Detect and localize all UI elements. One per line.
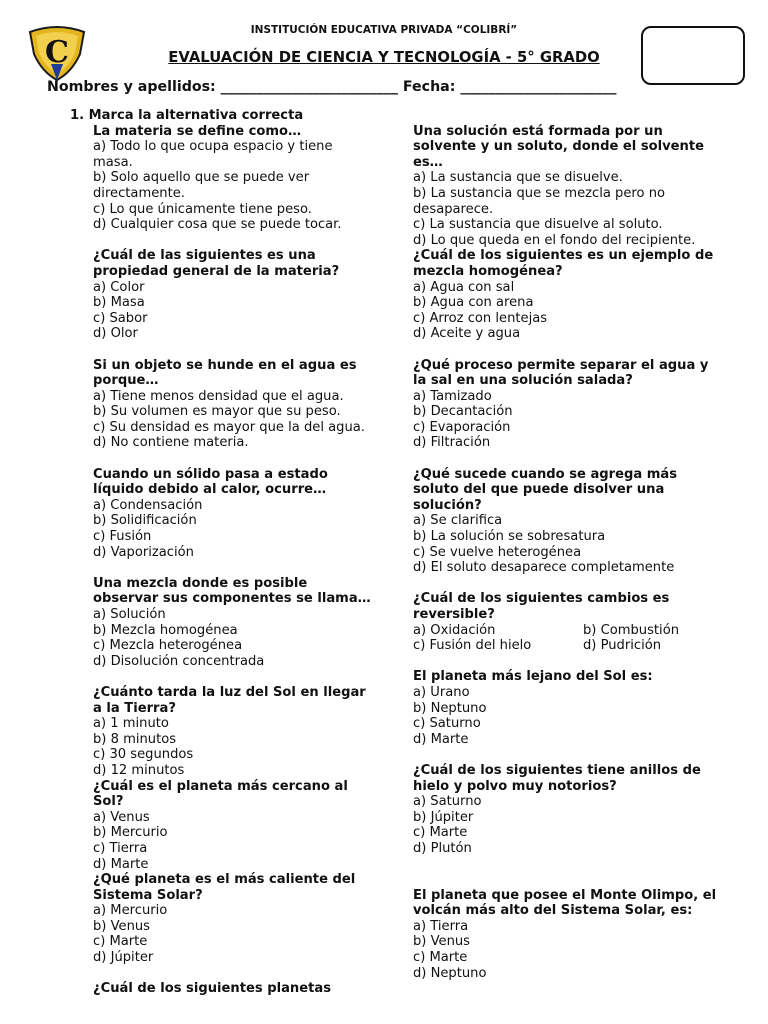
answer-option: a) Oxidación: [413, 622, 496, 638]
grade-box: [641, 26, 745, 85]
answer-option: masa.: [93, 154, 133, 170]
question-text: Sol?: [93, 794, 124, 810]
question-text: la sal en una solución salada?: [413, 373, 633, 389]
answer-option: b) Venus: [413, 934, 470, 950]
answer-option: a) Urano: [413, 684, 470, 700]
spacer: [413, 342, 753, 358]
question-block: [413, 763, 753, 857]
answer-option: b) Mercurio: [93, 825, 168, 841]
answer-option: a) Condensación: [93, 497, 203, 513]
answer-option: b) Masa: [93, 295, 145, 311]
question-text: reversible?: [413, 607, 495, 622]
question-block: [413, 467, 753, 576]
question-block: [93, 467, 398, 561]
right-question-list: [413, 124, 753, 982]
answer-option: b) Júpiter: [413, 809, 474, 825]
question-block: [93, 872, 398, 966]
question-block: [93, 779, 398, 873]
answer-option: a) Tamizado: [413, 388, 492, 404]
answer-option: a) Saturno: [413, 794, 482, 810]
answer-option: b) 8 minutos: [93, 731, 177, 747]
answer-option: c) Evaporación: [413, 419, 511, 435]
answer-option: d) Pudrición: [583, 638, 662, 654]
answer-option: a) Tiene menos densidad que el agua.: [93, 388, 344, 404]
answer-option: c) 30 segundos: [93, 747, 194, 763]
logo-letter: C: [45, 35, 69, 70]
answer-option: c) Marte: [93, 934, 148, 950]
answer-option: d) Lo que queda en el fondo del recipiente.: [413, 232, 696, 248]
answer-option: a) Todo lo que ocupa espacio y tiene: [93, 139, 333, 155]
question-block: [413, 669, 753, 747]
question-text: ¿Cuál de los siguientes es un ejemplo de: [413, 248, 714, 264]
question-text: Una solución está formada por un: [413, 123, 663, 139]
answer-option: b) Su volumen es mayor que su peso.: [93, 404, 341, 420]
question-text: solvente y un soluto, donde el solvente: [413, 139, 704, 155]
spacer: [93, 342, 398, 358]
question-text: propiedad general de la materia?: [93, 263, 340, 279]
section-heading: 1. Marca la alternativa correcta: [70, 108, 304, 123]
answer-option: d) Neptuno: [413, 965, 487, 981]
exam-title: EVALUACIÓN DE CIENCIA Y TECNOLOGÍA - 5° GRADO: [168, 49, 600, 66]
answer-option: directamente.: [93, 185, 185, 201]
answer-option: b) La solución se sobresatura: [413, 529, 606, 545]
spacer: [93, 669, 398, 685]
question-text: ¿Qué planeta es el más caliente del: [93, 872, 356, 888]
spacer: [413, 747, 753, 763]
answer-option: d) Júpiter: [93, 950, 154, 966]
answer-option: c) Marte: [413, 950, 468, 966]
left-column: [70, 108, 398, 997]
answer-option: a) Mercurio: [93, 903, 168, 919]
question-text: ¿Cuál de las siguientes es una: [93, 248, 316, 264]
spacer: [413, 872, 753, 888]
question-text: líquido debido al calor, ocurre…: [93, 482, 327, 498]
left-question-list: [70, 124, 398, 997]
question-text: ¿Cuál de los siguientes cambios es: [413, 591, 670, 607]
question-block: [413, 591, 753, 653]
answer-option: c) Arroz con lentejas: [413, 310, 548, 326]
answer-option: d) Filtración: [413, 435, 491, 451]
answer-option: a) Venus: [93, 809, 150, 825]
spacer: [93, 966, 398, 982]
question-text: La materia se define como…: [93, 123, 302, 139]
answer-option: c) Saturno: [413, 716, 481, 732]
answer-option: a) 1 minuto: [93, 716, 169, 732]
answer-option: d) Disolución concentrada: [93, 653, 265, 669]
answer-option: c) Sabor: [93, 310, 148, 326]
question-text: El planeta que posee el Monte Olimpo, el: [413, 887, 717, 903]
question-text: Una mezcla donde es posible: [93, 575, 308, 591]
question-text: a la Tierra?: [93, 700, 176, 716]
answer-option: c) Lo que únicamente tiene peso.: [93, 201, 312, 217]
answer-option: c) Mezcla heterogénea: [93, 638, 243, 654]
question-text: ¿Cuál de los siguientes tiene anillos de: [413, 762, 701, 778]
question-text: mezcla homogénea?: [413, 263, 563, 279]
question-block: [93, 981, 398, 997]
answer-option: d) El soluto desaparece completamente: [413, 560, 675, 576]
answer-option: a) Agua con sal: [413, 279, 515, 295]
answer-option: b) Solo aquello que se puede ver: [93, 170, 310, 186]
spacer: [413, 108, 753, 124]
names-date-line: Nombres y apellidos: _________________________ Fecha: ______________________: [47, 79, 617, 95]
question-text: ¿Qué sucede cuando se agrega más: [413, 466, 678, 482]
question-text: es…: [413, 154, 443, 170]
answer-option: a) Tierra: [413, 918, 469, 934]
answer-option: b) Solidificación: [93, 513, 197, 529]
question-block: [93, 124, 398, 233]
question-text: hielo y polvo muy notorios?: [413, 778, 617, 794]
spacer: [413, 654, 753, 670]
answer-option: d) 12 minutos: [93, 762, 185, 778]
answer-option: d) Olor: [93, 326, 138, 342]
answer-option: a) Se clarifica: [413, 513, 503, 529]
answer-option: d) Plutón: [413, 840, 472, 856]
question-block: [413, 248, 753, 342]
answer-option: d) Vaporización: [93, 544, 194, 560]
answer-option: a) Color: [93, 279, 145, 295]
answer-option: c) Su densidad es mayor que la del agua.: [93, 419, 365, 435]
answer-option: d) Marte: [93, 856, 149, 872]
school-name: INSTITUCIÓN EDUCATIVA PRIVADA “COLIBRÍ”: [250, 24, 518, 36]
answer-option: a) Solución: [93, 607, 166, 622]
answer-option: b) Decantación: [413, 404, 513, 420]
question-text: ¿Cuál es el planeta más cercano al: [93, 778, 348, 794]
answer-option: c) Fusión: [93, 529, 152, 545]
question-text: volcán más alto del Sistema Solar, es:: [413, 903, 693, 919]
answer-option: b) Agua con arena: [413, 295, 534, 311]
question-block: [413, 358, 753, 452]
answer-option: d) Cualquier cosa que se puede tocar.: [93, 217, 342, 233]
answer-option: a) La sustancia que se disuelve.: [413, 170, 623, 186]
answer-option: c) La sustancia que disuelve al soluto.: [413, 217, 663, 233]
question-text: ¿Cuál de los siguientes planetas: [93, 981, 332, 997]
answer-option: b) La sustancia que se mezcla pero no: [413, 185, 666, 201]
question-block: [93, 685, 398, 779]
spacer: [413, 451, 753, 467]
answer-option: d) No contiene materia.: [93, 435, 249, 451]
question-block: [93, 576, 398, 670]
question-text: El planeta más lejano del Sol es:: [413, 669, 653, 685]
question-block: [413, 888, 753, 982]
question-block: [93, 358, 398, 452]
question-text: Si un objeto se hunde en el agua es: [93, 357, 357, 373]
answer-option: b) Combustión: [583, 622, 680, 638]
answer-option: c) Fusión del hielo: [413, 638, 532, 654]
spacer: [93, 560, 398, 576]
answer-option: c) Marte: [413, 825, 468, 841]
answer-option-row: [413, 638, 753, 654]
question-text: ¿Qué proceso permite separar el agua y: [413, 357, 709, 373]
question-text: soluto del que puede disolver una: [413, 482, 665, 498]
question-text: porque…: [93, 373, 159, 389]
answer-option: d) Marte: [413, 731, 469, 747]
answer-option-row: [413, 623, 753, 639]
spacer: [93, 233, 398, 249]
question-text: Cuando un sólido pasa a estado: [93, 466, 328, 482]
answer-option: c) Tierra: [93, 840, 148, 856]
question-text: ¿Cuánto tarda la luz del Sol en llegar: [93, 684, 366, 700]
spacer: [93, 451, 398, 467]
question-block: [93, 248, 398, 342]
answer-option: d) Aceite y agua: [413, 326, 521, 342]
answer-option: b) Mezcla homogénea: [93, 622, 238, 638]
question-text: solución?: [413, 497, 482, 513]
answer-option: b) Neptuno: [413, 700, 487, 716]
answer-option: c) Se vuelve heterogénea: [413, 544, 582, 560]
spacer: [413, 857, 753, 873]
answer-option: desaparece.: [413, 201, 494, 217]
spacer: [413, 576, 753, 592]
question-text: observar sus componentes se llama…: [93, 591, 371, 607]
question-text: Sistema Solar?: [93, 887, 203, 903]
answer-option: b) Venus: [93, 918, 150, 934]
question-block: [413, 124, 753, 249]
right-column: [413, 108, 753, 981]
